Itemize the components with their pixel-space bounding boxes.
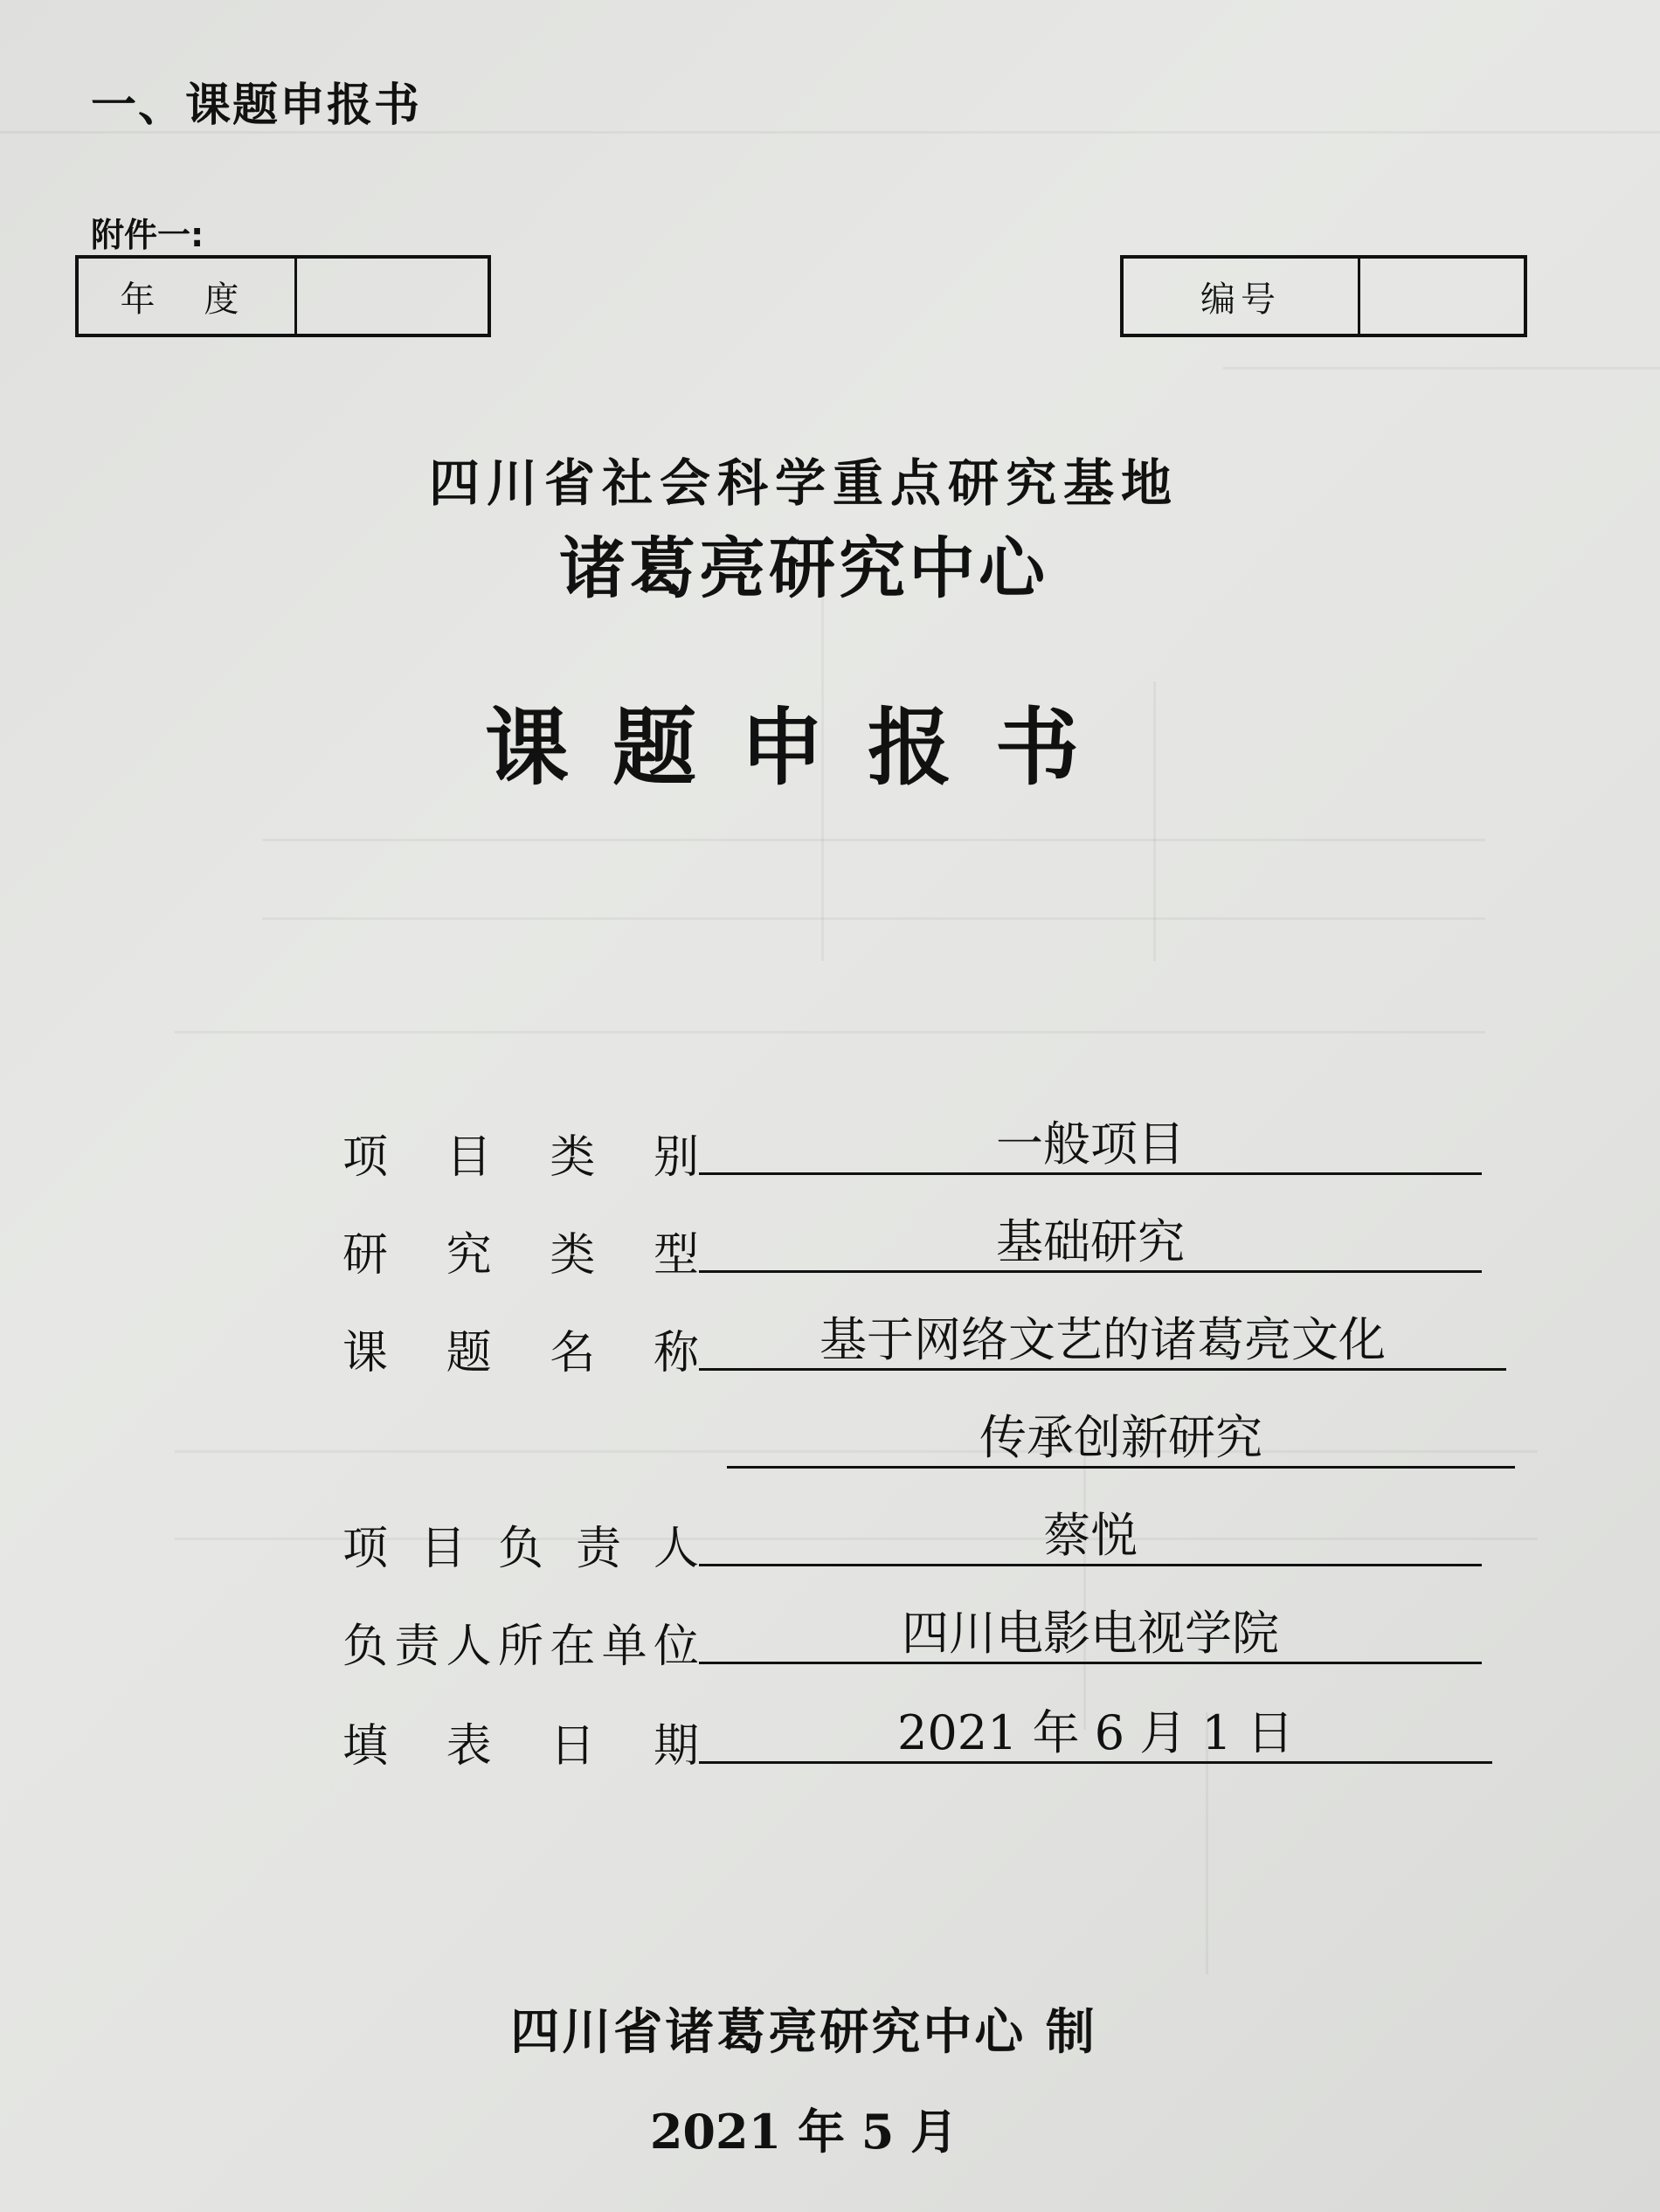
attachment-label: 附件一: (91, 216, 204, 254)
label-char: 别 (653, 1131, 699, 1184)
label-char: 所 (497, 1621, 543, 1673)
label-char: 目 (419, 1523, 466, 1575)
year-value[interactable] (297, 259, 488, 334)
bleed-through-line (175, 1031, 1485, 1033)
research-type-value[interactable]: 基础研究 (699, 1214, 1482, 1273)
label-char: 在 (550, 1621, 596, 1673)
section-title: 一、课题申报书 (91, 79, 422, 132)
year-label: 年度 (79, 259, 297, 334)
label-char: 型 (653, 1229, 699, 1282)
label-char: 责 (394, 1621, 440, 1673)
year-box (75, 255, 491, 337)
label-char: 题 (446, 1327, 492, 1379)
leader-label (342, 1511, 699, 1577)
label-char: 人 (446, 1621, 492, 1673)
label-char: 负 (497, 1523, 543, 1575)
document-title: 课题申报书 (485, 699, 1123, 797)
category-value[interactable]: 一般项目 (699, 1116, 1482, 1175)
label-char: 类 (550, 1131, 596, 1184)
label-char: 单 (601, 1621, 647, 1673)
label-char: 位 (653, 1621, 699, 1673)
bleed-through-line (262, 917, 1485, 920)
label-char: 填 (342, 1720, 389, 1773)
category-label (342, 1120, 699, 1185)
label-char: 究 (446, 1229, 492, 1282)
topic-value-line2[interactable]: 传承创新研究 (727, 1410, 1515, 1469)
date-value[interactable]: 2021 年 6 月 1 日 (699, 1705, 1492, 1764)
leader-value[interactable]: 蔡悦 (699, 1508, 1482, 1566)
bleed-through-line (1223, 367, 1660, 370)
institution-line: 四川省社会科学重点研究基地 (428, 453, 1179, 513)
label-char: 目 (446, 1131, 492, 1184)
label-char: 期 (653, 1720, 699, 1773)
label-char: 类 (550, 1229, 596, 1282)
label-char: 人 (653, 1523, 699, 1575)
label-char: 日 (550, 1720, 596, 1773)
footer-date: 2021 年 5 月 (649, 2104, 958, 2160)
topic-value-line1[interactable]: 基于网络文艺的诸葛亮文化 (699, 1312, 1506, 1371)
label-char: 表 (446, 1720, 492, 1773)
label-char: 称 (653, 1327, 699, 1379)
footer-organization: 四川省诸葛亮研究中心 制 (510, 2003, 1097, 2061)
bleed-through-line (262, 839, 1485, 841)
label-char: 课 (342, 1327, 389, 1379)
label-char: 项 (342, 1523, 389, 1575)
label-char: 项 (342, 1131, 389, 1184)
label-char: 负 (342, 1621, 389, 1673)
label-char: 责 (575, 1523, 621, 1575)
label-char: 名 (550, 1327, 596, 1379)
number-box (1120, 255, 1527, 337)
topic-label (342, 1316, 699, 1381)
research-type-label (342, 1218, 699, 1283)
center-name: 诸葛亮研究中心 (559, 529, 1048, 607)
date-label (342, 1709, 699, 1774)
number-value[interactable] (1360, 259, 1524, 334)
unit-value[interactable]: 四川电影电视学院 (699, 1606, 1482, 1664)
label-char: 研 (342, 1229, 389, 1282)
number-label: 编号 (1124, 259, 1360, 334)
bleed-through-line (1083, 1433, 1086, 1730)
unit-label (342, 1609, 699, 1675)
